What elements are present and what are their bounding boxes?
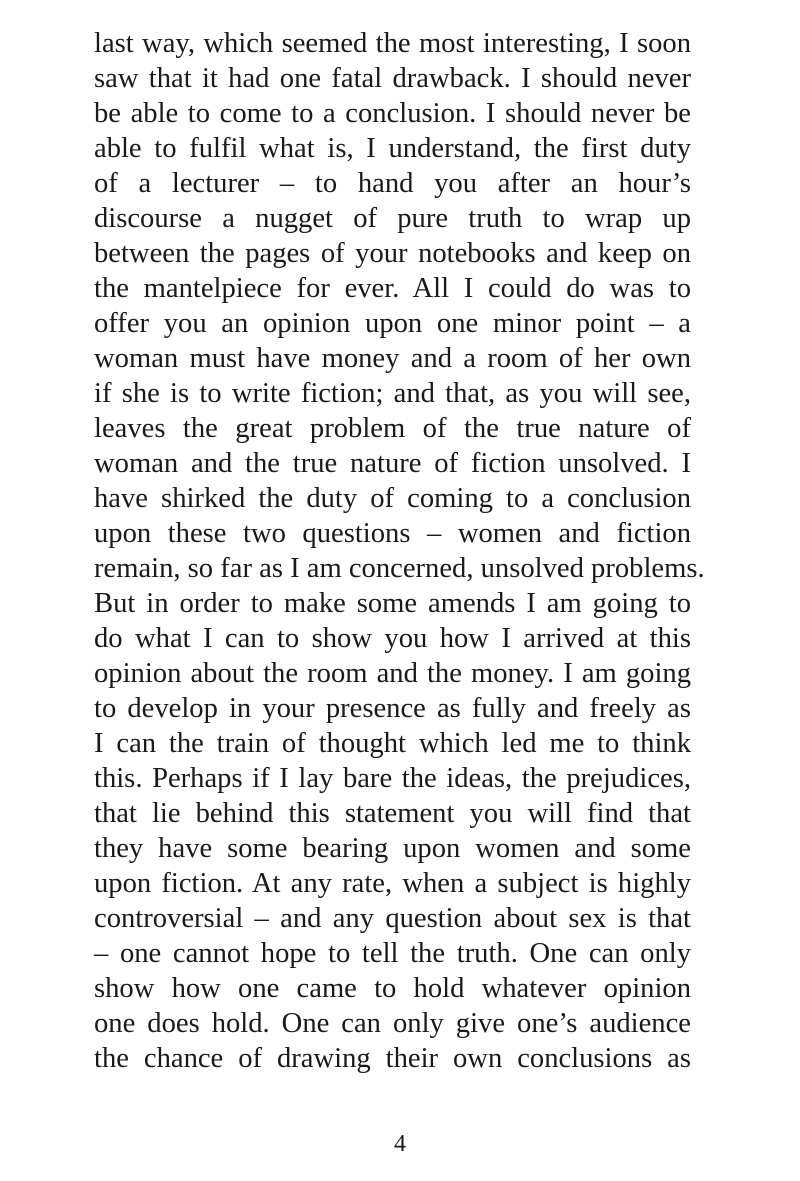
text-line: of a lecturer – to hand you after an hour’s (94, 168, 691, 199)
text-line: that lie behind this statement you will find that (94, 798, 691, 829)
text-line: woman must have money and a room of her own (94, 343, 691, 374)
text-line: if she is to write fiction; and that, as you will see, (94, 378, 691, 409)
text-line: upon fiction. At any rate, when a subject is highly (94, 868, 691, 899)
text-line: woman and the true nature of fiction unsolved. I (94, 448, 691, 479)
text-line: this. Perhaps if I lay bare the ideas, the prejudices, (94, 763, 691, 794)
text-line: the mantelpiece for ever. All I could do was to (94, 273, 691, 304)
page-number: 4 (394, 1131, 406, 1157)
text-line: saw that it had one fatal drawback. I should never (94, 63, 691, 94)
text-line: do what I can to show you how I arrived at this (94, 623, 691, 654)
text-line: show how one came to hold whatever opinion (94, 973, 691, 1004)
text-line: last way, which seemed the most interesting, I soon (94, 28, 691, 59)
text-line: opinion about the room and the money. I am going (94, 658, 691, 689)
text-line: the chance of drawing their own conclusions as (94, 1043, 691, 1074)
text-line: But in order to make some amends I am going to (94, 588, 691, 619)
text-line: upon these two questions – women and fiction (94, 518, 691, 549)
text-line: have shirked the duty of coming to a conclusion (94, 483, 691, 514)
text-line: able to fulfil what is, I understand, the first duty (94, 133, 691, 164)
body-text (94, 26, 705, 1076)
text-line: controversial – and any question about sex is that (94, 903, 691, 934)
text-line: one does hold. One can only give one’s audience (94, 1008, 691, 1039)
text-line: discourse a nugget of pure truth to wrap up (94, 203, 691, 234)
text-line: to develop in your presence as fully and freely as (94, 693, 691, 724)
text-line: leaves the great problem of the true nature of (94, 413, 691, 444)
text-line: they have some bearing upon women and some (94, 833, 691, 864)
text-line: between the pages of your notebooks and keep on (94, 238, 691, 269)
text-line: – one cannot hope to tell the truth. One can only (94, 938, 691, 969)
text-line: offer you an opinion upon one minor point – a (94, 308, 691, 339)
text-line: be able to come to a conclusion. I should never be (94, 98, 691, 129)
text-line: remain, so far as I am concerned, unsolved problems. (94, 553, 705, 584)
text-line: I can the train of thought which led me to think (94, 728, 691, 759)
